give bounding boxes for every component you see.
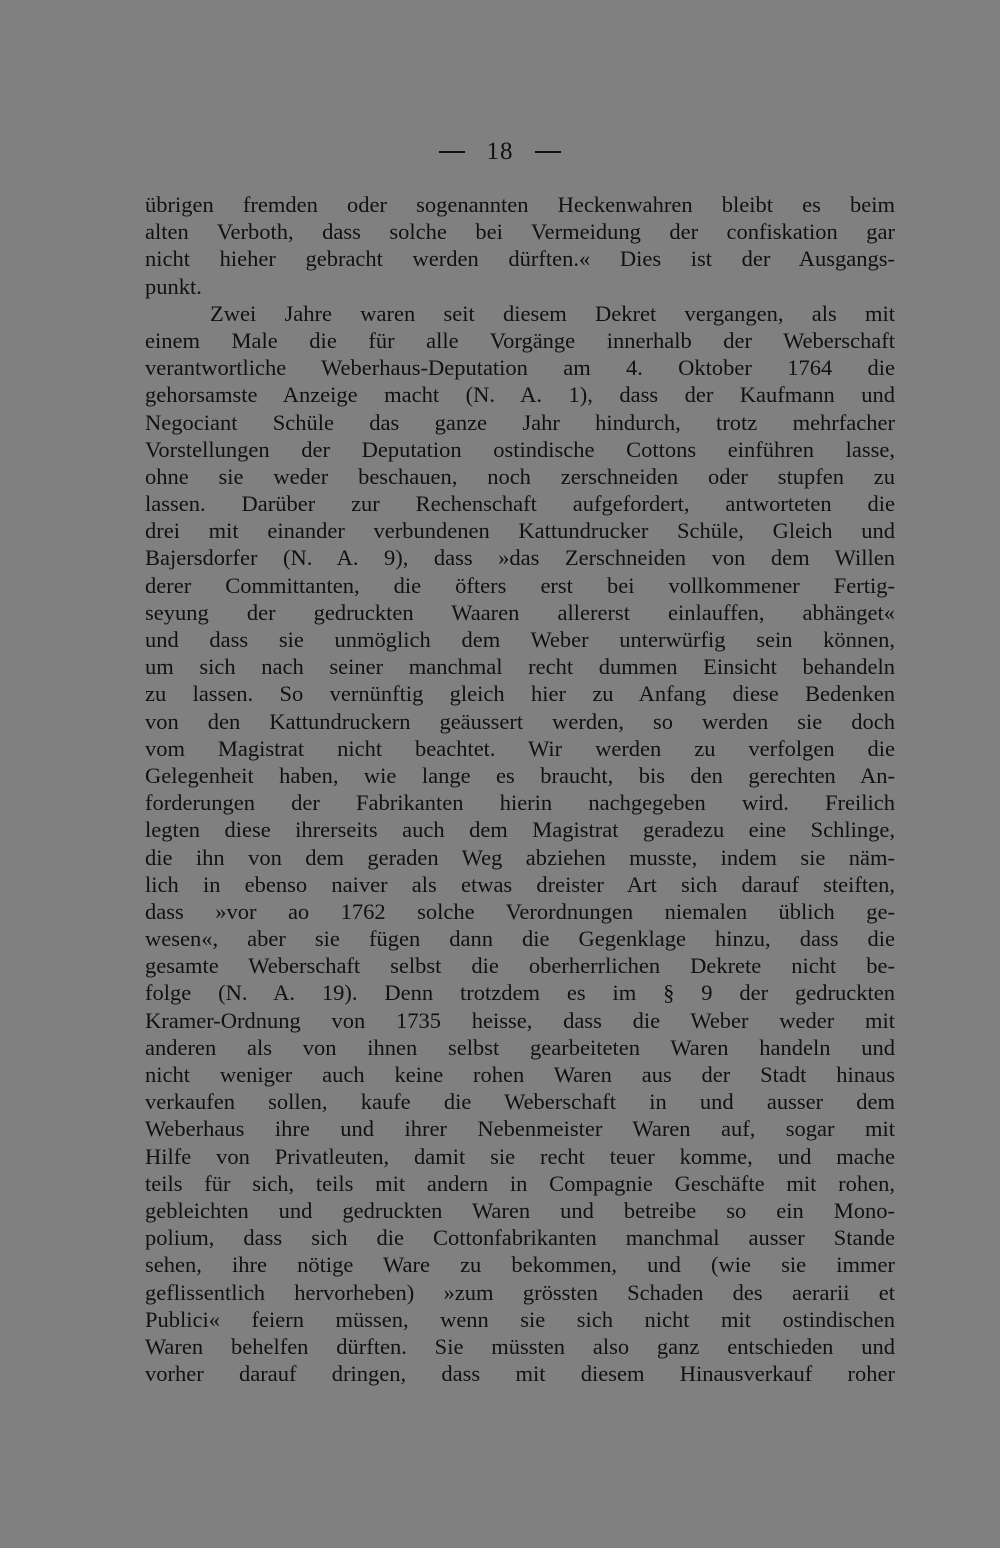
text-line: verkaufen sollen, kaufe die Weberschaft in und ausser dem [145, 1089, 895, 1115]
text-line: nicht hieher gebracht werden dürften.« Dies ist der Ausgangs- [145, 246, 895, 272]
page-number: 18 [486, 138, 514, 166]
text-line: die ihn von dem geraden Weg abziehen musste, indem sie näm- [145, 844, 895, 870]
text-line: ohne sie weder beschauen, noch zerschneiden oder stupfen zu [145, 463, 895, 489]
text-line: legten diese ihrerseits auch dem Magistrat geradezu eine Schlinge, [145, 817, 895, 843]
text-line: übrigen fremden oder sogenannten Heckenwahren bleibt es beim [145, 192, 895, 217]
text-line: wesen«, aber sie fügen dann die Gegenklage hinzu, dass die [145, 926, 895, 952]
text-line: teils für sich, teils mit andern in Compagnie Geschäfte mit rohen, [145, 1170, 895, 1196]
text-line: drei mit einander verbundenen Kattundrucker Schüle, Gleich und [145, 518, 895, 544]
header-dash-left [439, 151, 465, 153]
text-line: Vorstellungen der Deputation ostindische Cottons einführen lasse, [145, 436, 895, 462]
text-line: Negociant Schüle das ganze Jahr hindurch, trotz mehrfacher [145, 409, 895, 435]
text-line: gehorsamste Anzeige macht (N. A. 1), dass der Kaufmann und [145, 382, 895, 408]
text-line: Weberhaus ihre und ihrer Nebenmeister Waren auf, sogar mit [145, 1116, 895, 1142]
text-line: Waren behelfen dürften. Sie müssten also ganz entschieden und [145, 1333, 895, 1359]
page-header [0, 136, 1000, 167]
text-line: geflissentlich hervorheben) »zum grössten Schaden des aerarii et [145, 1279, 895, 1305]
header-dash-right [535, 151, 561, 153]
text-line: lassen. Darüber zur Rechenschaft aufgefordert, antworteten die [145, 491, 895, 517]
text-line: derer Committanten, die öfters erst bei vollkommener Fertig- [145, 572, 895, 598]
body-text [145, 191, 895, 1387]
text-line: vorher darauf dringen, dass mit diesem Hinausverkauf roher [145, 1361, 895, 1387]
text-line: seyung der gedruckten Waaren allererst einlauffen, abhänget« [145, 599, 895, 625]
text-line: anderen als von ihnen selbst gearbeiteten Waren handeln und [145, 1034, 895, 1060]
text-line: punkt. [145, 273, 202, 299]
text-line: Zwei Jahre waren seit diesem Dekret vergangen, als mit [210, 300, 895, 326]
text-line: gesamte Weberschaft selbst die oberherrlichen Dekrete nicht be- [145, 953, 895, 979]
text-line: Gelegenheit haben, wie lange es braucht, bis den gerechten An- [145, 762, 895, 788]
text-line: zu lassen. So vernünftig gleich hier zu Anfang diese Bedenken [145, 681, 895, 707]
text-line: um sich nach seiner manchmal recht dummen Einsicht behandeln [145, 654, 895, 680]
text-line: und dass sie unmöglich dem Weber unterwürfig sein können, [145, 627, 895, 652]
text-line: Publici« feiern müssen, wenn sie sich nicht mit ostindischen [145, 1306, 895, 1332]
text-line: folge (N. A. 19). Denn trotzdem es im § 9 der gedruckten [145, 980, 895, 1006]
text-line: gebleichten und gedruckten Waren und betreibe so ein Mono- [145, 1197, 895, 1223]
text-line: sehen, ihre nötige Ware zu bekommen, und (wie sie immer [145, 1252, 895, 1278]
text-line: Hilfe von Privatleuten, damit sie recht teuer komme, und mache [145, 1143, 895, 1169]
text-line: vom Magistrat nicht beachtet. Wir werden zu verfolgen die [145, 735, 895, 761]
text-line: dass »vor ao 1762 solche Verordnungen niemalen üblich ge- [145, 898, 895, 924]
text-line: forderungen der Fabrikanten hierin nachgegeben wird. Freilich [145, 790, 895, 816]
text-line: einem Male die für alle Vorgänge innerhalb der Weberschaft [145, 327, 895, 353]
text-line: alten Verboth, dass solche bei Vermeidung der confiskation gar [145, 219, 895, 245]
text-line: Kramer-Ordnung von 1735 heisse, dass die Weber weder mit [145, 1007, 895, 1033]
text-line: Bajersdorfer (N. A. 9), dass »das Zerschneiden von dem Willen [145, 545, 895, 571]
text-line: lich in ebenso naiver als etwas dreister Art sich darauf steiften, [145, 871, 895, 897]
text-line: verantwortliche Weberhaus-Deputation am 4. Oktober 1764 die [145, 355, 895, 381]
text-line: nicht weniger auch keine rohen Waren aus der Stadt hinaus [145, 1062, 895, 1087]
text-line: von den Kattundruckern geäussert werden, so werden sie doch [145, 708, 895, 734]
text-line: polium, dass sich die Cottonfabrikanten manchmal ausser Stande [145, 1225, 895, 1251]
